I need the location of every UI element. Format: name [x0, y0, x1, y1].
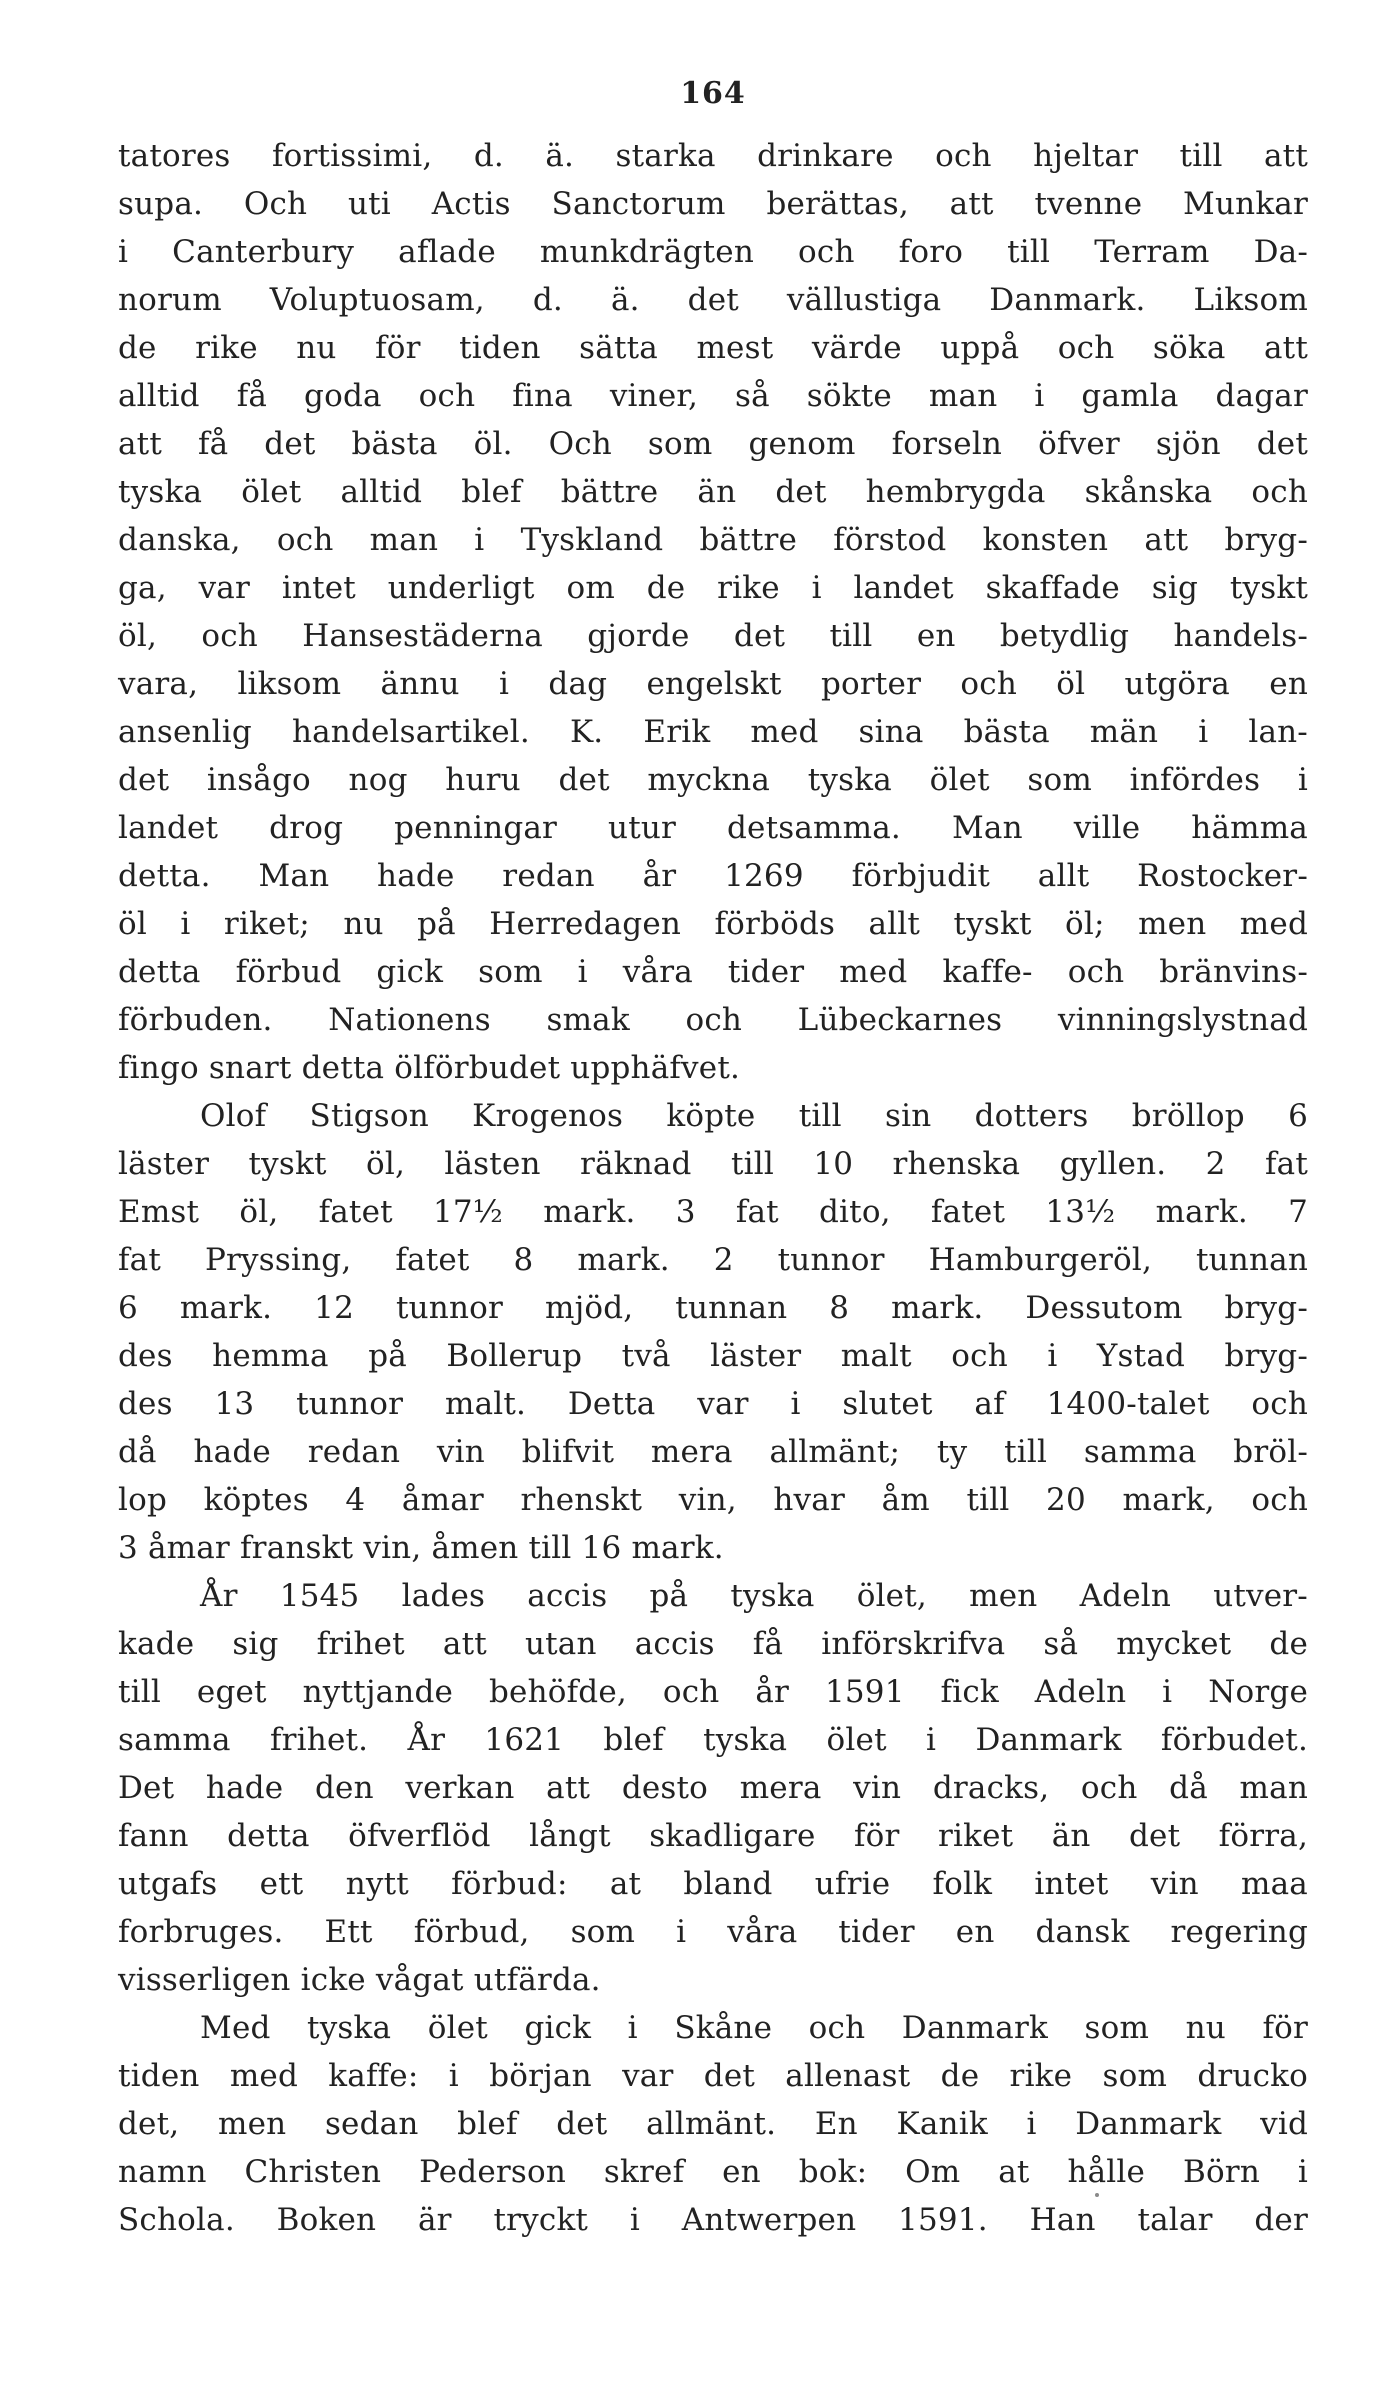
text-line: de rike nu för tiden sätta mest värde uppå och söka att [118, 330, 1308, 366]
text-line: forbruges. Ett förbud, som i våra tider en dansk regering [118, 1914, 1308, 1950]
text-line: visserligen icke vågat utfärda. [118, 1962, 601, 1998]
text-line: fann detta öfverflöd långt skadligare för riket än det förra, [118, 1818, 1308, 1854]
body-text [118, 132, 1308, 2244]
text-line: öl, och Hansestäderna gjorde det till en betydlig handels- [118, 618, 1308, 654]
text-line: förbuden. Nationens smak och Lübeckarnes vinningslystnad [118, 1002, 1308, 1038]
text-line: öl i riket; nu på Herredagen förböds allt tyskt öl; men med [118, 906, 1308, 942]
text-line: Emst öl, fatet 17½ mark. 3 fat dito, fatet 13½ mark. 7 [118, 1194, 1308, 1230]
text-line: des 13 tunnor malt. Detta var i slutet af 1400-talet och [118, 1386, 1308, 1422]
text-line: Med tyska ölet gick i Skåne och Danmark som nu för [200, 2010, 1308, 2046]
text-line: des hemma på Bollerup två läster malt och i Ystad bryg- [118, 1338, 1308, 1374]
text-line: att få det bästa öl. Och som genom forseln öfver sjön det [118, 426, 1308, 462]
text-line: Det hade den verkan att desto mera vin dracks, och då man [118, 1770, 1308, 1806]
text-line: utgafs ett nytt förbud: at bland ufrie folk intet vin maa [118, 1866, 1308, 1902]
text-line: vara, liksom ännu i dag engelskt porter och öl utgöra en [118, 666, 1308, 702]
text-line: det insågo nog huru det myckna tyska ölet som infördes i [118, 762, 1308, 798]
text-line: kade sig frihet att utan accis få införskrifva så mycket de [118, 1626, 1308, 1662]
text-line: tatores fortissimi, d. ä. starka drinkare och hjeltar till att [118, 138, 1308, 174]
text-line: norum Voluptuosam, d. ä. det vällustiga Danmark. Liksom [118, 282, 1308, 318]
text-line: lop köptes 4 åmar rhenskt vin, hvar åm till 20 mark, och [118, 1482, 1308, 1518]
text-line: namn Christen Pederson skref en bok: Om at hålle Börn i [118, 2154, 1308, 2190]
text-line: tiden med kaffe: i början var det allenast de rike som drucko [118, 2058, 1308, 2094]
text-line: tyska ölet alltid blef bättre än det hembrygda skånska och [118, 474, 1308, 510]
text-line: då hade redan vin blifvit mera allmänt; ty till samma bröl- [118, 1434, 1308, 1470]
page-number: 164 [680, 76, 746, 111]
text-line: ga, var intet underligt om de rike i landet skaffade sig tyskt [118, 570, 1308, 606]
text-line: fingo snart detta ölförbudet upphäfvet. [118, 1050, 741, 1086]
text-line: 6 mark. 12 tunnor mjöd, tunnan 8 mark. Dessutom bryg- [118, 1290, 1308, 1326]
text-line: ansenlig handelsartikel. K. Erik med sina bästa män i lan- [118, 714, 1308, 750]
text-line: År 1545 lades accis på tyska ölet, men Adeln utver- [200, 1578, 1308, 1614]
text-line: detta. Man hade redan år 1269 förbjudit allt Rostocker- [118, 858, 1308, 894]
text-line: läster tyskt öl, lästen räknad till 10 rhenska gyllen. 2 fat [118, 1146, 1308, 1182]
text-line: detta förbud gick som i våra tider med kaffe- och bränvins- [118, 954, 1308, 990]
text-line: landet drog penningar utur detsamma. Man ville hämma [118, 810, 1308, 846]
text-line: danska, och man i Tyskland bättre förstod konsten att bryg- [118, 522, 1308, 558]
text-line: supa. Och uti Actis Sanctorum berättas, att tvenne Munkar [118, 186, 1308, 222]
text-line: i Canterbury aflade munkdrägten och foro till Terram Da- [118, 234, 1308, 270]
text-line: 3 åmar franskt vin, åmen till 16 mark. [118, 1530, 724, 1566]
text-line: till eget nyttjande behöfde, och år 1591 fick Adeln i Norge [118, 1674, 1308, 1710]
text-line: det, men sedan blef det allmänt. En Kanik i Danmark vid [118, 2106, 1308, 2142]
paper-speck [1095, 2193, 1099, 2197]
text-line: alltid få goda och fina viner, så sökte man i gamla dagar [118, 378, 1308, 414]
book-page [118, 70, 1308, 2244]
text-line: Schola. Boken är tryckt i Antwerpen 1591. Han talar der [118, 2202, 1308, 2238]
text-line: samma frihet. År 1621 blef tyska ölet i Danmark förbudet. [118, 1722, 1308, 1758]
text-line: Olof Stigson Krogenos köpte till sin dotters bröllop 6 [200, 1098, 1308, 1134]
text-line: fat Pryssing, fatet 8 mark. 2 tunnor Hamburgeröl, tunnan [118, 1242, 1308, 1278]
